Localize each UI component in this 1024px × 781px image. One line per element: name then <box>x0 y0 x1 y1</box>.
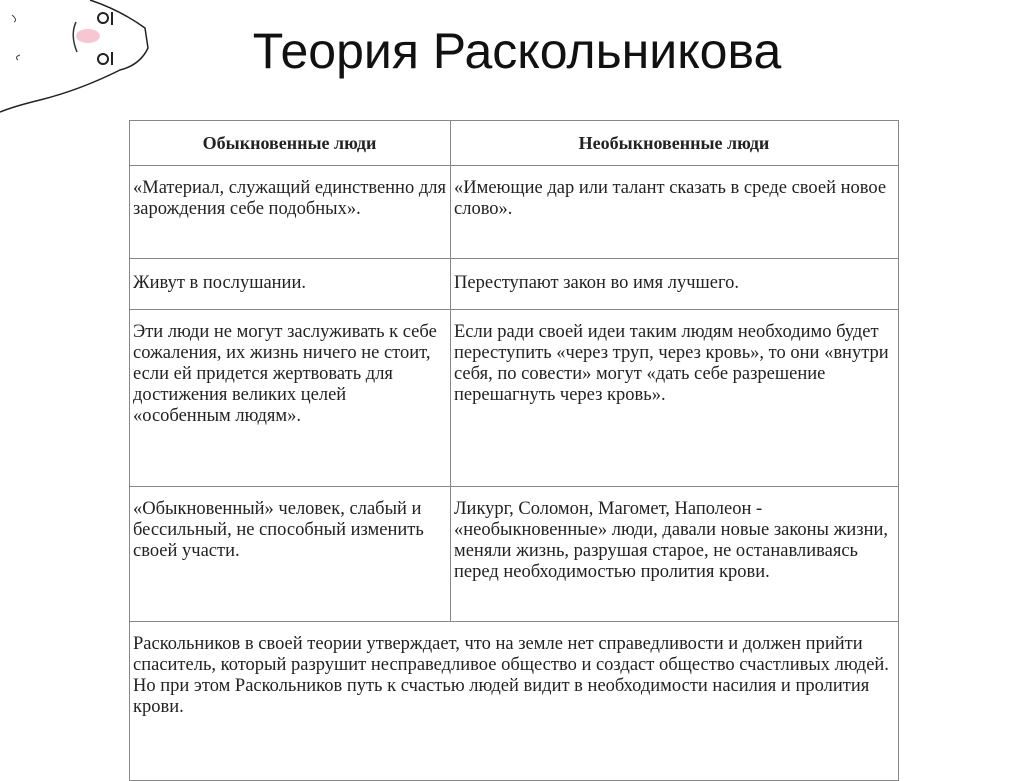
header-ordinary-people: Обыкновенные люди <box>130 121 451 166</box>
table-cell: «Обыкновенный» человек, слабый и бессильный, не способный изменить своей участи. <box>130 487 451 622</box>
header-extraordinary-people: Необыкновенные люди <box>451 121 899 166</box>
table-row <box>130 259 899 310</box>
table-cell: Ликург, Соломон, Магомет, Наполеон - «необыкновенные» люди, давали новые законы жизни, меняли жизнь, разрушая старое, не останавливаясь перед необходимостью пролития крови. <box>451 487 899 622</box>
table-cell: Переступают закон во имя лучшего. <box>451 259 899 310</box>
table-cell: Эти люди не могут заслуживать к себе сожаления, их жизнь ничего не стоит, если ей придется жертвовать для достижения великих целей «особенным людям». <box>130 310 451 487</box>
table-cell: «Материал, служащий единственно для зарождения себе подобных». <box>130 166 451 259</box>
table-row <box>130 166 899 259</box>
slide-title: Теория Раскольникова <box>252 23 782 79</box>
table-cell: Живут в послушании. <box>130 259 451 310</box>
table-row <box>130 487 899 622</box>
table-header-row <box>130 121 899 166</box>
summary-cell: Раскольников в своей теории утверждает, что на земле нет справедливости и должен прийти спаситель, который разрушит несправедливое общество и создаст общество счастливых людей. Но при этом Раскольников путь к счастью людей видит в необходимости насилия и пролития крови. <box>130 622 899 781</box>
comparison-table <box>129 120 899 781</box>
table-summary-row <box>130 622 899 781</box>
table-cell: Если ради своей идеи таким людям необходимо будет переступить «через труп, через кровь», то они «внутри себя, по совести» могут «дать себе разрешение перешагнуть через кровь». <box>451 310 899 487</box>
table-row <box>130 310 899 487</box>
table-cell: «Имеющие дар или талант сказать в среде своей новое слово». <box>451 166 899 259</box>
